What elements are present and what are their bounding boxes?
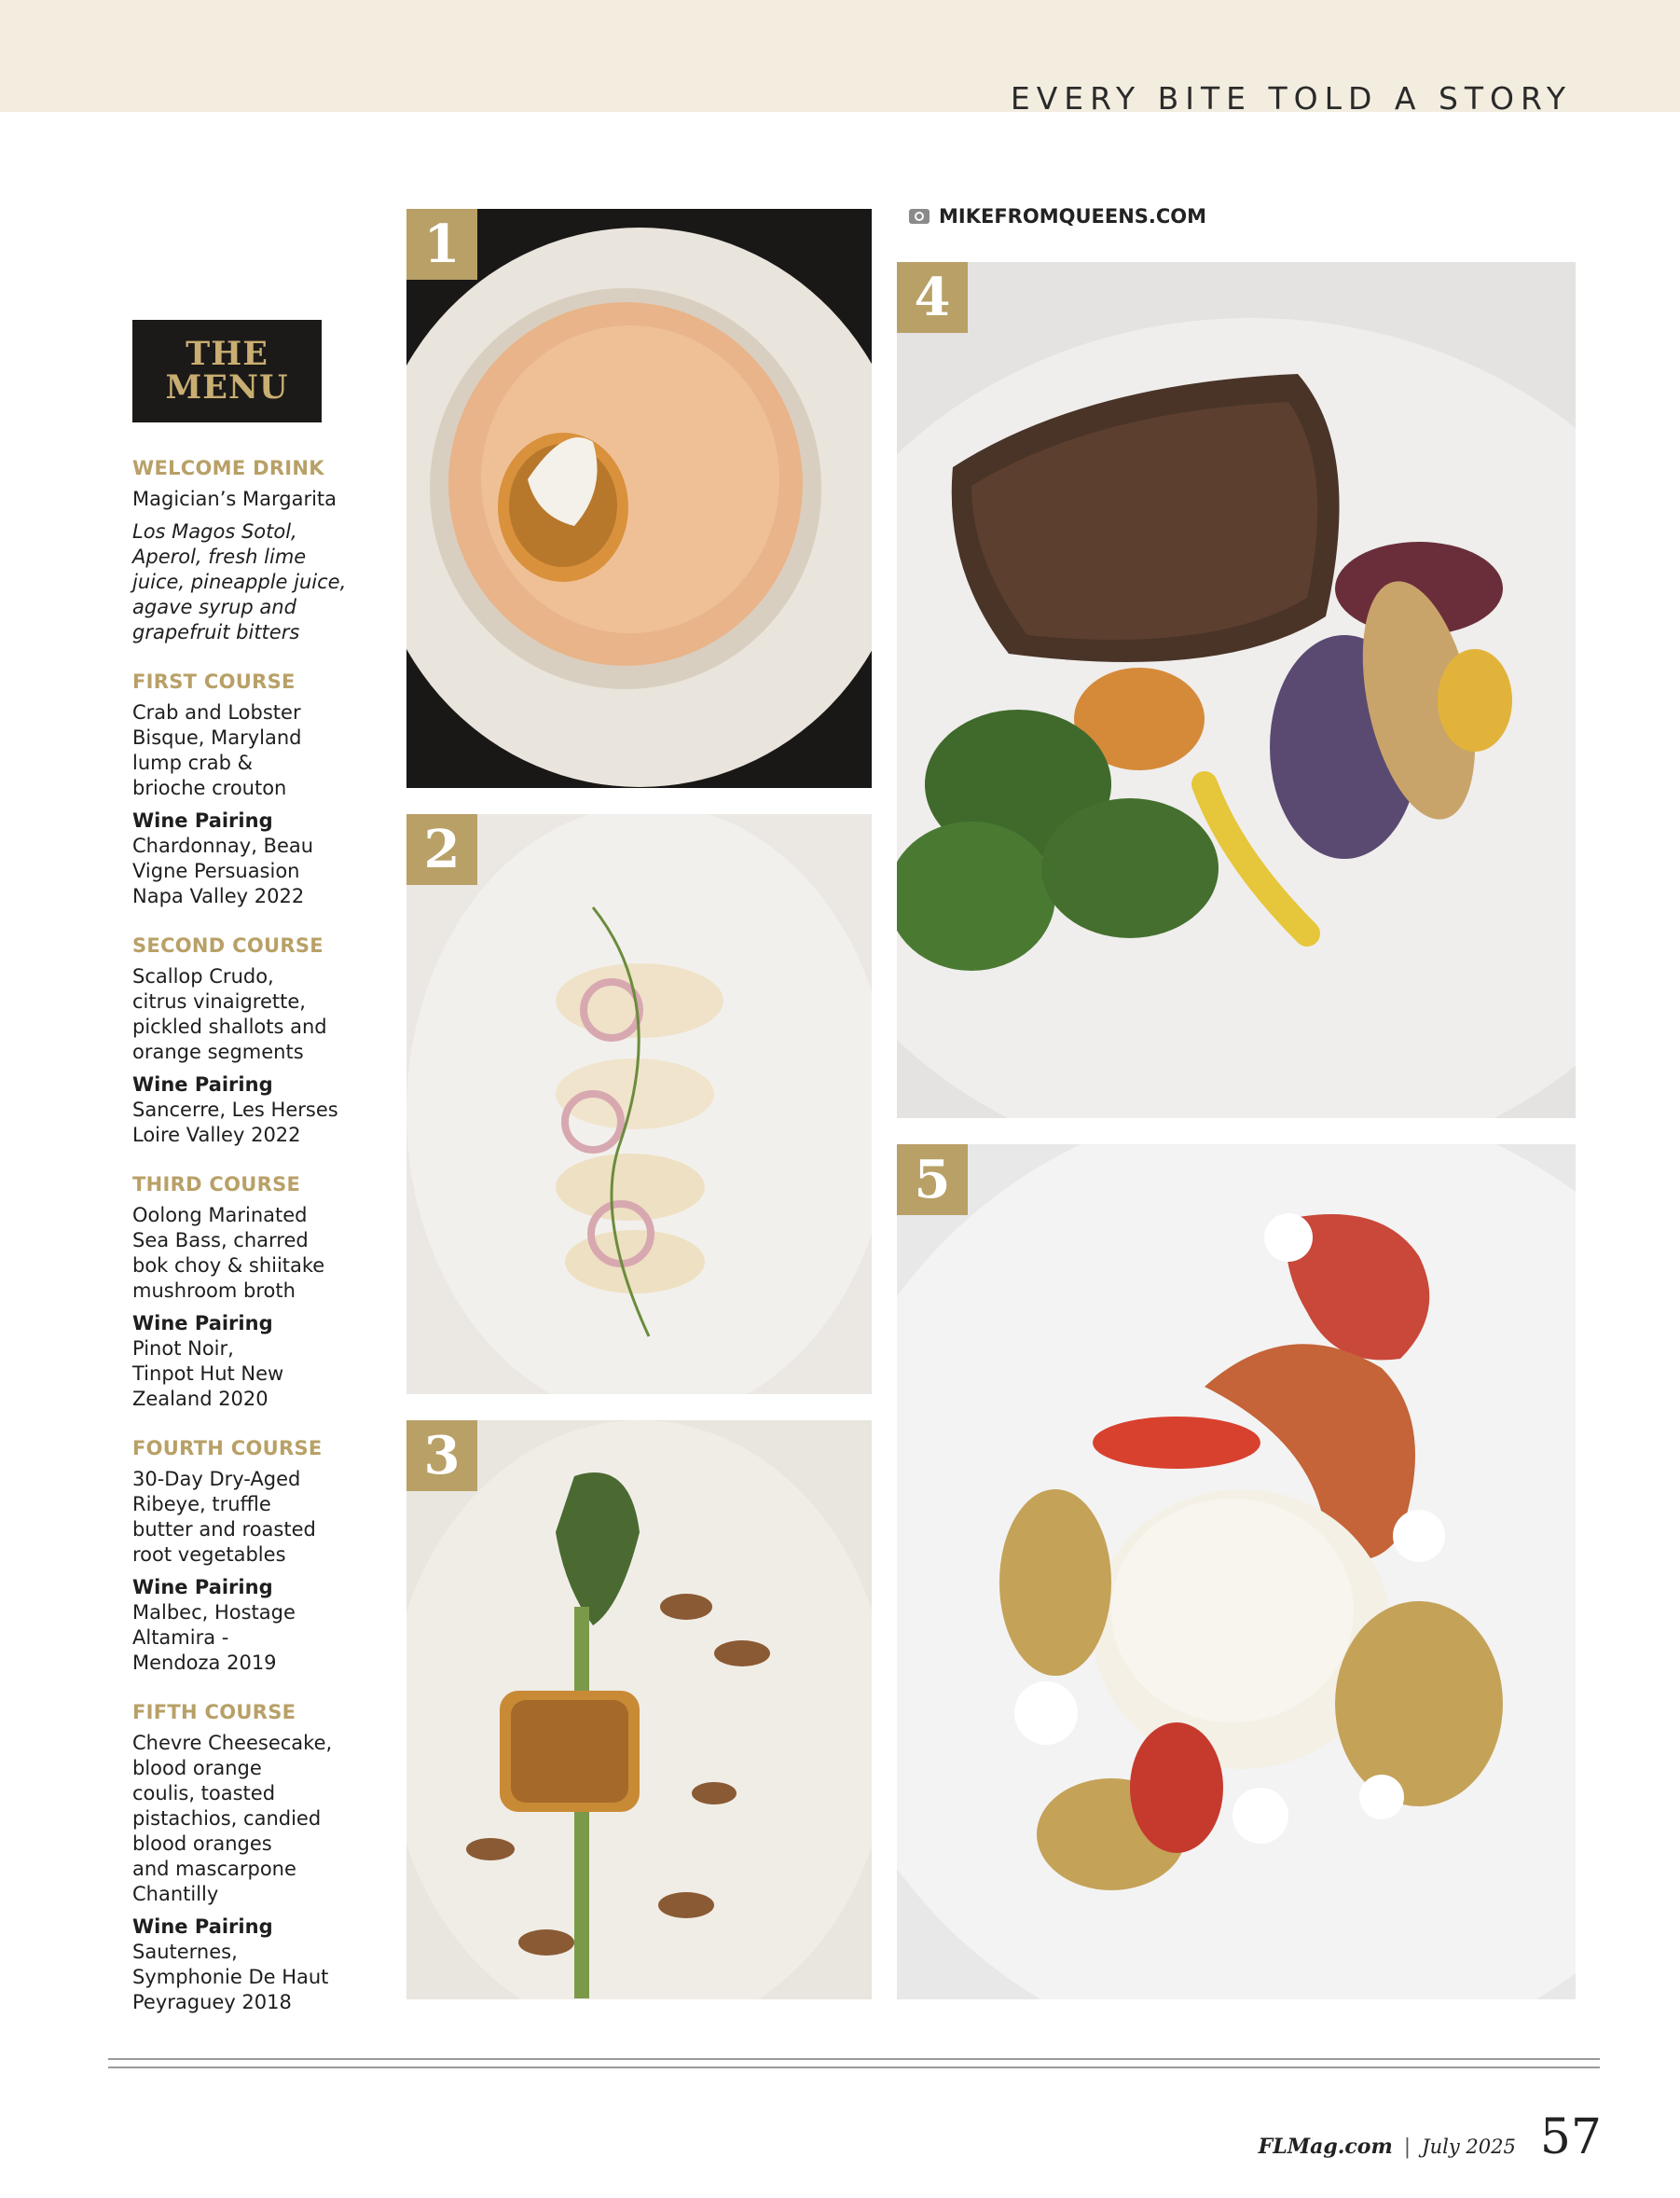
photo-number-badge: 1 bbox=[406, 209, 477, 280]
footer-site-name: FLMag.com bbox=[1258, 2135, 1393, 2159]
wine-pairing-label: Wine Pairing bbox=[132, 809, 273, 832]
wine-pairing-text: Malbec, Hostage Altamira - Mendoza 2019 bbox=[132, 1601, 296, 1674]
drink-name: Magician’s Margarita bbox=[132, 488, 337, 510]
photo-ribeye bbox=[897, 262, 1576, 1118]
section-heading: FOURTH COURSE bbox=[132, 1437, 323, 1459]
photo-scallop-crudo bbox=[406, 814, 872, 1394]
wine-pairing-label: Wine Pairing bbox=[132, 1312, 273, 1334]
camera-icon bbox=[909, 209, 930, 224]
photo-credit bbox=[909, 205, 1206, 228]
section-heading: SECOND COURSE bbox=[132, 934, 324, 957]
page-footer bbox=[1259, 2109, 1602, 2165]
wine-pairing-text: Sauternes, Symphonie De Haut Peyraguey 2018 bbox=[132, 1941, 329, 2013]
section-heading: WELCOME DRINK bbox=[132, 457, 324, 479]
dish-description: Crab and Lobster Bisque, Maryland lump crab & brioche crouton bbox=[132, 701, 302, 799]
wine-pairing-text: Chardonnay, Beau Vigne Persuasion Napa Valley 2022 bbox=[132, 835, 314, 907]
photo-number-badge: 2 bbox=[406, 814, 477, 885]
menu-badge-logo bbox=[132, 320, 322, 422]
section-heading: FIRST COURSE bbox=[132, 670, 296, 693]
footer-separator: | bbox=[1403, 2136, 1411, 2159]
page-header-title: EVERY BITE TOLD A STORY bbox=[1010, 80, 1572, 117]
footer-rule bbox=[108, 2058, 1600, 2060]
dish-description: Chevre Cheesecake, blood orange coulis, toasted pistachios, candied blood oranges and mascarpone Chantilly bbox=[132, 1732, 333, 1905]
wine-pairing-label: Wine Pairing bbox=[132, 1073, 273, 1096]
dish-description: 30-Day Dry-Aged Ribeye, truffle butter and roasted root vegetables bbox=[132, 1468, 316, 1566]
menu-section-course bbox=[132, 933, 375, 1148]
photo-number-badge: 4 bbox=[897, 262, 968, 333]
dish-description: Scallop Crudo, citrus vinaigrette, pickled shallots and orange segments bbox=[132, 965, 327, 1063]
footer-date: July 2025 bbox=[1422, 2136, 1516, 2158]
dish-description: Oolong Marinated Sea Bass, charred bok choy & shiitake mushroom broth bbox=[132, 1204, 325, 1302]
photo-number-badge: 5 bbox=[897, 1144, 968, 1215]
photo-sea-bass bbox=[406, 1420, 872, 1999]
wine-pairing-label: Wine Pairing bbox=[132, 1576, 273, 1598]
menu-list bbox=[132, 456, 375, 2039]
wine-pairing-text: Pinot Noir, Tinpot Hut New Zealand 2020 bbox=[132, 1337, 284, 1410]
menu-badge-line2: MENU bbox=[165, 368, 289, 407]
wine-pairing-label: Wine Pairing bbox=[132, 1915, 273, 1938]
footer-rule bbox=[108, 2067, 1600, 2068]
photo-crab-bisque bbox=[406, 209, 872, 788]
menu-section-welcome bbox=[132, 456, 375, 645]
wine-pairing-text: Sancerre, Les Herses Loire Valley 2022 bbox=[132, 1099, 338, 1146]
photo-credit-text: MIKEFROMQUEENS.COM bbox=[939, 205, 1207, 228]
section-heading: THIRD COURSE bbox=[132, 1173, 301, 1196]
menu-section-course bbox=[132, 1700, 375, 2015]
menu-section-course bbox=[132, 1436, 375, 1676]
photo-number-badge: 3 bbox=[406, 1420, 477, 1491]
section-heading: FIFTH COURSE bbox=[132, 1701, 296, 1723]
menu-badge-line1: THE bbox=[186, 335, 269, 373]
photo-cheesecake bbox=[897, 1144, 1576, 1999]
page-number: 57 bbox=[1539, 2109, 1602, 2165]
drink-description: Los Magos Sotol, Aperol, fresh lime juice, pineapple juice, agave syrup and grapefruit bitters bbox=[132, 520, 347, 643]
menu-section-course bbox=[132, 670, 375, 909]
menu-section-course bbox=[132, 1172, 375, 1412]
